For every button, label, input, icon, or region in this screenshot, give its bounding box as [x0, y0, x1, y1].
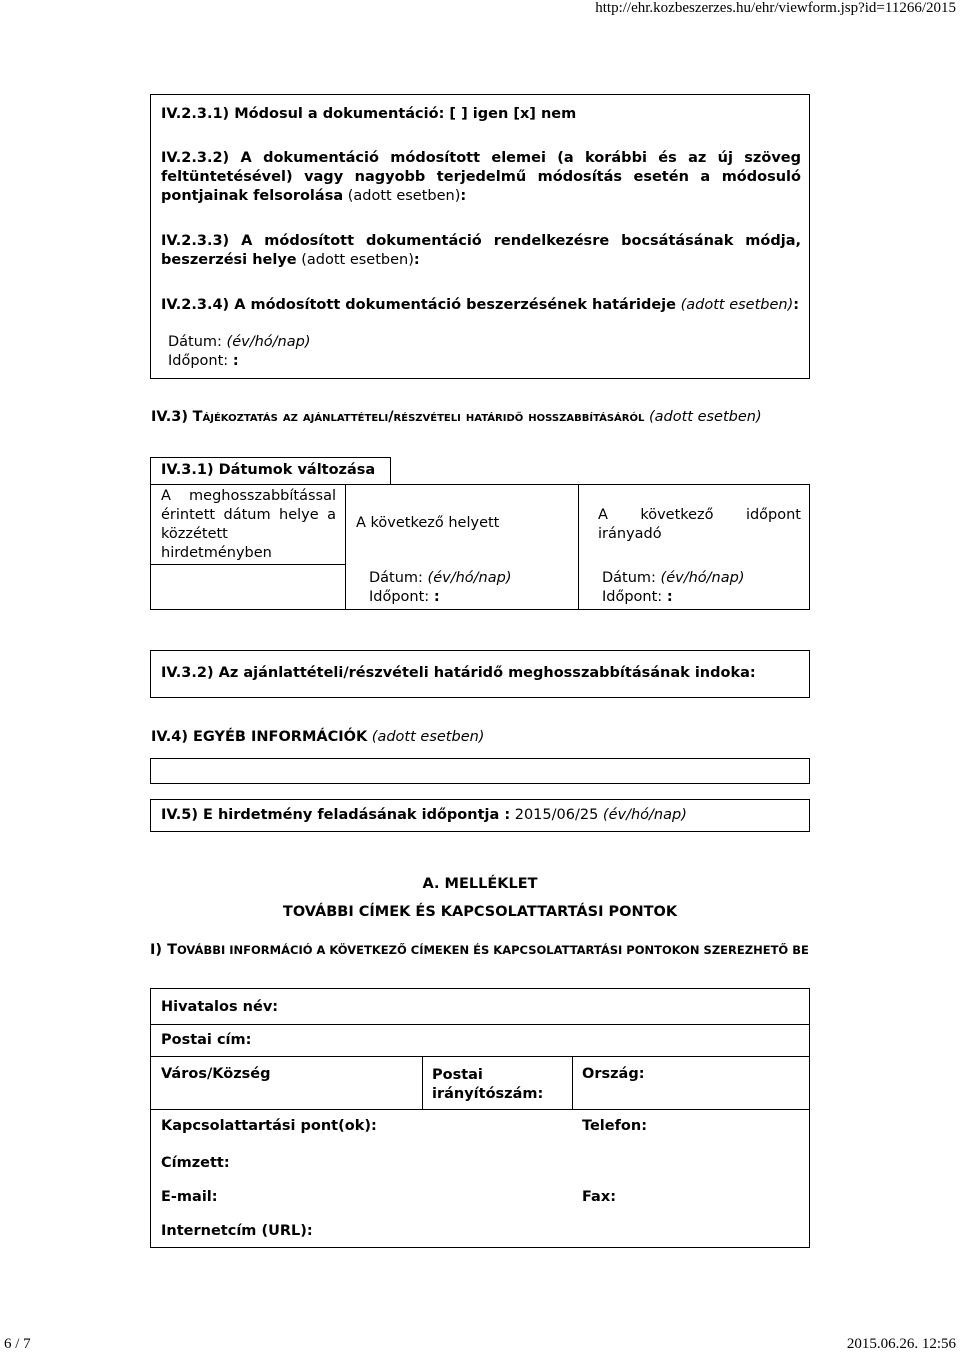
documentation-modification-box: [150, 94, 810, 379]
date-label: Dátum:: [168, 334, 222, 350]
addressee-label: Címzett:: [161, 1155, 230, 1171]
modosul-line: IV.2.3.1) Módosul a dokumentáció: [ ] igen [x] nem: [161, 106, 577, 122]
annex-section-rest: OVÁBBI INFORMÁCIÓ A KÖVETKEZŐ CÍMEKEN ÉS KAPCSOLATTARTÁSI PONTOKON SZEREZHETŐ BE: [176, 943, 809, 957]
extension-heading: [151, 408, 811, 427]
extension-reason-box: [150, 650, 810, 698]
availability-bold: IV.2.3.3) A módosított dokumentáció rendelkezésre bocsátásának módja, beszerzési helye: [161, 233, 801, 268]
date-label: Dátum:: [369, 570, 423, 586]
date-format: (év/hó/nap): [226, 334, 311, 350]
new-date: [602, 570, 744, 586]
publication-date: [161, 807, 687, 823]
other-info-box: [150, 758, 810, 784]
availability-colon: :: [413, 252, 420, 268]
annex-section-heading: [150, 941, 810, 960]
extension-prefix: IV.3): [151, 409, 188, 425]
extension-tail: (adott esetben): [644, 409, 762, 425]
annex-section-prefix: I) T: [150, 942, 177, 958]
date-change-title: IV.3.1) Dátumok változása: [161, 462, 376, 478]
time-label: Időpont:: [369, 589, 430, 605]
internet-label: Internetcím (URL):: [161, 1223, 313, 1239]
col-instead-of: A következő helyett: [356, 515, 500, 531]
publication-date-value: 2015/06/25: [510, 807, 599, 823]
date-change-table: [150, 484, 810, 610]
availability-tail: (adott esetben): [296, 252, 414, 268]
annex-subtitle: TOVÁBBI CÍMEK ÉS KAPCSOLATTARTÁSI PONTOK: [282, 904, 678, 920]
publication-date-format: (év/hó/nap): [598, 807, 687, 823]
col-affected-date: A meghosszabbítással érintett dátum helye a közzétett hirdetményben: [161, 488, 336, 561]
other-info-bold: IV.4) EGYÉB INFORMÁCIÓK: [151, 729, 368, 745]
email-label: E-mail:: [161, 1189, 218, 1205]
phone-label: Telefon:: [582, 1118, 647, 1134]
fax-label: Fax:: [582, 1189, 616, 1205]
contact-point-label: Kapcsolattartási pont(ok):: [161, 1118, 377, 1134]
contact-box: [150, 988, 810, 1248]
modified-elements-tail: (adott esetben): [343, 188, 461, 204]
publication-date-label: IV.5) E hirdetmény feladásának időpontja :: [161, 807, 511, 823]
city-label: Város/Község: [161, 1066, 271, 1082]
time-label: Időpont:: [168, 353, 229, 369]
deadline-date: [168, 334, 310, 350]
time-value: :: [232, 353, 239, 369]
extension-title: Tájékoztatás az ajánlattételi/részvételi határidő hosszabbításáról: [192, 409, 645, 425]
page-number: 6 / 7: [4, 1336, 31, 1352]
postal-code-label: Postai irányítószám:: [432, 1067, 544, 1102]
extension-reason: IV.3.2) Az ajánlattételi/részvételi határidő meghosszabbításának indoka:: [161, 665, 756, 681]
new-time: [602, 589, 673, 605]
date-change-title-box: [150, 457, 391, 485]
date-format: (év/hó/nap): [427, 570, 512, 586]
availability-text: [161, 232, 801, 270]
old-date: [369, 570, 511, 586]
modified-elements-text: [161, 149, 801, 206]
annex-title: A. MELLÉKLET: [422, 876, 538, 892]
modified-elements-colon: :: [460, 188, 467, 204]
deadline-colon: :: [793, 297, 800, 313]
deadline-time: [168, 353, 239, 369]
official-name-label: Hivatalos név:: [161, 999, 279, 1015]
time-value: :: [666, 589, 673, 605]
time-value: :: [433, 589, 440, 605]
deadline-bold: IV.2.3.4) A módosított dokumentáció beszerzésének határideje: [161, 297, 676, 313]
other-info-tail: (adott esetben): [367, 729, 485, 745]
other-info-heading: [151, 729, 484, 745]
page-url: http://ehr.kozbeszerzes.hu/ehr/viewform.jsp?id=11266/2015: [595, 0, 956, 16]
col-applicable-time: A következő időpont irányadó: [598, 507, 801, 542]
publication-date-box: [150, 799, 810, 832]
date-format: (év/hó/nap): [660, 570, 745, 586]
modified-elements-bold: IV.2.3.2) A dokumentáció módosított elemei (a korábbi és az új szöveg feltüntetésével) vagy nagyobb terjedelmű módosítás esetén a módosuló pontjainak felsorolása: [161, 150, 801, 204]
date-label: Dátum:: [602, 570, 656, 586]
deadline-text: [161, 296, 801, 315]
country-label: Ország:: [582, 1066, 645, 1082]
print-datetime: 2015.06.26. 12:56: [846, 1336, 956, 1352]
old-time: [369, 589, 440, 605]
postal-address-label: Postai cím:: [161, 1032, 252, 1048]
time-label: Időpont:: [602, 589, 663, 605]
deadline-tail: (adott esetben): [675, 297, 794, 313]
